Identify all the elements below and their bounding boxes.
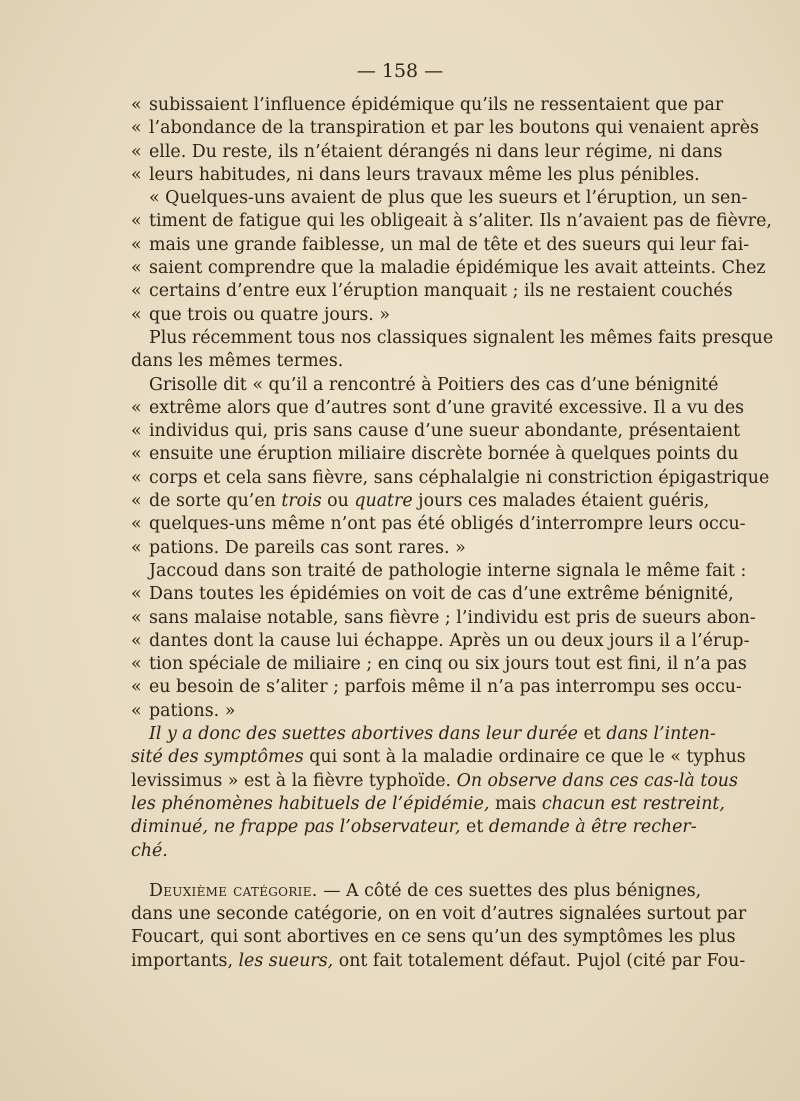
quoted-text-line: « que trois ou quatre jours. » <box>131 304 671 327</box>
text-line <box>131 793 725 816</box>
quoted-text-line: « tion spéciale de miliaire ; en cinq ou six jours tout est fini, il n’a pas <box>131 653 671 676</box>
text-line: Plus récemment tous nos classiques signalent les mêmes faits presque <box>149 327 774 348</box>
italic-text: quatre <box>354 491 413 512</box>
section-gap <box>131 863 671 880</box>
quoted-text-line: « ensuite une éruption miliaire discrète bornée à quelques points du <box>131 443 671 466</box>
quoted-text-line: « eu besoin de s’aliter ; parfois même il n’a pas interrompu ses occu- <box>131 676 671 699</box>
quoted-text-line: « timent de fatigue qui les obligeait à s’aliter. Ils n’avaient pas de fièvre, <box>131 210 671 233</box>
italic-text: sité des symptômes <box>131 747 304 768</box>
italic-text: dans l’inten- <box>606 724 716 745</box>
quoted-text-line <box>131 490 710 513</box>
text-line <box>131 723 716 746</box>
quoted-text-line: « individus qui, pris sans cause d’une sueur abondante, présentaient <box>131 420 671 443</box>
italic-text: ché. <box>131 840 168 861</box>
text-segment: ou <box>321 491 355 512</box>
italic-text: trois <box>281 491 322 512</box>
italic-text: Il y a donc des suettes abortives dans leur durée <box>149 724 578 745</box>
italic-text: On observe dans ces cas-là tous <box>456 770 738 791</box>
text-line <box>131 950 746 973</box>
quoted-text-line: « sans malaise notable, sans fièvre ; l’individu est pris de sueurs abon- <box>131 607 671 630</box>
italic-text: chacun est restreint, <box>541 793 725 814</box>
text-segment: ont fait totalement défaut. Pujol (cité par Fou- <box>333 950 746 971</box>
text-segment: et <box>460 817 489 838</box>
italic-text: diminué, ne frappe pas l’observateur, <box>131 817 461 838</box>
quoted-text-line: « pations. » <box>131 700 671 723</box>
text-segment: et <box>577 724 607 745</box>
text-line <box>131 880 702 903</box>
text-line <box>131 746 746 769</box>
quoted-text-line: « quelques-uns même n’ont pas été obligés d’interrompre leurs occu- <box>131 513 671 536</box>
text-line: dans les mêmes termes. <box>131 351 344 372</box>
quoted-text-line: « Dans toutes les épidémies on voit de cas d’une extrême bénignité, <box>131 583 671 606</box>
quoted-text-line: « l’abondance de la transpiration et par les boutons qui venaient après <box>131 117 671 140</box>
quoted-text-line: « pations. De pareils cas sont rares. » <box>131 537 671 560</box>
text-segment: qui sont à la maladie ordinaire ce que le « typhus <box>303 747 746 768</box>
quoted-text-line: « certains d’entre eux l’éruption manquait ; ils ne restaient couchés <box>131 280 671 303</box>
text-line: Jaccoud dans son traité de pathologie interne signala le même fait : <box>149 560 747 581</box>
text-segment: de sorte qu’en <box>149 491 282 512</box>
text-segment: jours ces malades étaient guéris, <box>412 491 710 512</box>
quoted-text-line: « leurs habitudes, ni dans leurs travaux même les plus pénibles. <box>131 164 671 187</box>
text-line: Grisolle dit « qu’il a rencontré à Poitiers des cas d’une bénignité <box>149 374 719 395</box>
body-text <box>131 94 774 973</box>
page-number: — 158 — <box>356 60 444 82</box>
section-heading: Deuxième catégorie. <box>149 880 318 901</box>
text-line <box>131 770 738 793</box>
text-line: « Quelques-uns avaient de plus que les sueurs et l’éruption, un sen- <box>149 188 748 209</box>
text-line: Foucart, qui sont abortives en ce sens qu’un des symptômes les plus <box>131 927 736 948</box>
italic-text: demande à être recher- <box>488 817 697 838</box>
quoted-text-line: « subissaient l’influence épidémique qu’ils ne ressentaient que par <box>131 94 671 117</box>
quoted-text-line: « extrême alors que d’autres sont d’une gravité excessive. Il a vu des <box>131 397 671 420</box>
text-segment: importants, <box>131 950 239 971</box>
quoted-text-line: « saient comprendre que la maladie épidémique les avait atteints. Chez <box>131 257 671 280</box>
text-line: dans une seconde catégorie, on en voit d’autres signalées surtout par <box>131 904 747 925</box>
text-segment: — A côté de ces suettes des plus bénignes, <box>317 880 702 901</box>
text-segment: levissimus » est à la fièvre typhoïde. <box>131 770 457 791</box>
quoted-text-line: « elle. Du reste, ils n’étaient dérangés ni dans leur régime, ni dans <box>131 141 671 164</box>
text-line <box>131 840 671 863</box>
quoted-text-line: « mais une grande faiblesse, un mal de tête et des sueurs qui leur fai- <box>131 234 671 257</box>
quoted-text-line: « corps et cela sans fièvre, sans céphalalgie ni constriction épigastrique <box>131 467 671 490</box>
text-line <box>131 816 697 839</box>
italic-text: les phénomènes habituels de l’épidémie, <box>131 793 490 814</box>
text-segment: mais <box>489 793 542 814</box>
quoted-text-line: « dantes dont la cause lui échappe. Après un ou deux jours il a l’érup- <box>131 630 671 653</box>
italic-text: les sueurs, <box>238 950 334 971</box>
